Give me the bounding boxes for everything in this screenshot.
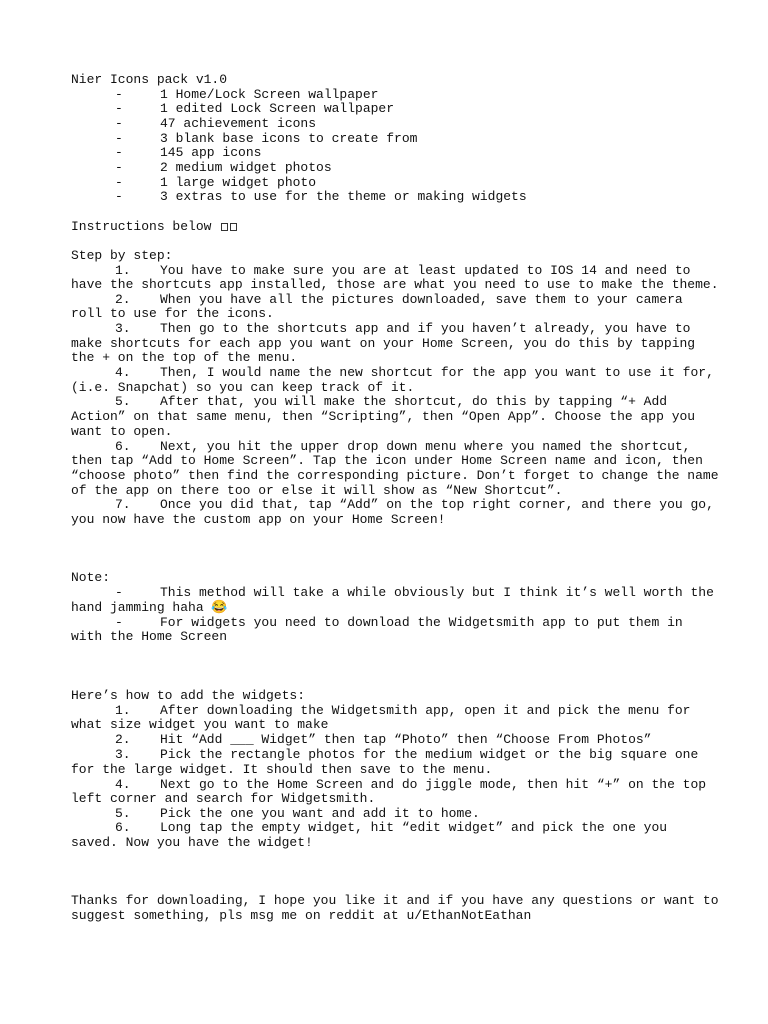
list-item: 3 blank base icons to create from xyxy=(160,131,418,146)
step-text: Next go to the Home Screen and do jiggle mode, then hit “+” on the top xyxy=(160,777,707,792)
list-bullet: - xyxy=(115,101,123,116)
step-text: Then, I would name the new shortcut for the app you want to use it for, xyxy=(160,365,714,380)
list-item: 1 edited Lock Screen wallpaper xyxy=(160,101,395,116)
down-arrow-icon xyxy=(230,223,237,231)
step-number: 5. xyxy=(115,806,131,821)
step-number: 6. xyxy=(115,820,131,835)
list-bullet: - xyxy=(115,145,123,160)
note-item: For widgets you need to download the Widgetsmith app to put them in xyxy=(160,615,683,630)
list-bullet: - xyxy=(115,131,123,146)
step-number: 2. xyxy=(115,292,131,307)
step-text: Once you did that, tap “Add” on the top right corner, and there you go, xyxy=(160,497,714,512)
step-text: Pick the rectangle photos for the medium widget or the big square one xyxy=(160,747,699,762)
step-number: 3. xyxy=(115,747,131,762)
step-text: After that, you will make the shortcut, do this by tapping “+ Add xyxy=(160,394,668,409)
note-item: This method will take a while obviously but I think it’s well worth the xyxy=(160,585,714,600)
list-item: 1 large widget photo xyxy=(160,175,317,190)
step-number: 2. xyxy=(115,732,131,747)
list-item: 2 medium widget photos xyxy=(160,160,332,175)
list-item: 1 Home/Lock Screen wallpaper xyxy=(160,87,379,102)
step-number: 3. xyxy=(115,321,131,336)
step-text: Then go to the shortcuts app and if you haven’t already, you have to xyxy=(160,321,691,336)
step-number: 1. xyxy=(115,263,131,278)
step-text: “choose photo” then find the corresponding picture. Don’t forget to change the name xyxy=(71,468,719,483)
step-text: (i.e. Snapchat) so you can keep track of it. xyxy=(71,380,415,395)
note-item: hand jamming haha 😂 xyxy=(71,600,228,615)
step-number: 4. xyxy=(115,777,131,792)
list-bullet: - xyxy=(115,116,123,131)
list-bullet: - xyxy=(115,615,123,630)
step-text: saved. Now you have the widget! xyxy=(71,835,313,850)
instructions-heading xyxy=(71,220,237,234)
step-text: Long tap the empty widget, hit “edit widget” and pick the one you xyxy=(160,820,668,835)
step-text: Pick the one you want and add it to home. xyxy=(160,806,480,821)
step-text: make shortcuts for each app you want on your Home Screen, you do this by tapping xyxy=(71,336,696,351)
widgets-heading: Here’s how to add the widgets: xyxy=(71,688,306,703)
step-text: left corner and search for Widgetsmith. xyxy=(71,791,376,806)
step-text: You have to make sure you are at least updated to IOS 14 and need to xyxy=(160,263,691,278)
closing-text: suggest something, pls msg me on reddit at u/EthanNotEathan xyxy=(71,908,532,923)
step-text: for the large widget. It should then save to the menu. xyxy=(71,762,493,777)
step-text: When you have all the pictures downloaded, save them to your camera xyxy=(160,292,683,307)
step-text: have the shortcuts app installed, those are what you need to use to make the theme. xyxy=(71,277,719,292)
note-heading: Note: xyxy=(71,570,111,585)
steps-heading: Step by step: xyxy=(71,248,173,263)
step-text: Next, you hit the upper drop down menu where you named the shortcut, xyxy=(160,439,691,454)
list-bullet: - xyxy=(115,87,123,102)
list-bullet: - xyxy=(115,189,123,204)
step-text: Action” on that same menu, then “Scripting”, then “Open App”. Choose the app you xyxy=(71,409,696,424)
list-item: 47 achievement icons xyxy=(160,116,317,131)
closing-text: Thanks for downloading, I hope you like it and if you have any questions or want to xyxy=(71,893,719,908)
note-item: with the Home Screen xyxy=(71,629,228,644)
down-arrow-icon xyxy=(221,223,228,231)
list-item: 145 app icons xyxy=(160,145,262,160)
pack-title: Nier Icons pack v1.0 xyxy=(71,72,228,87)
step-text: roll to use for the icons. xyxy=(71,306,274,321)
step-text: what size widget you want to make xyxy=(71,717,329,732)
step-number: 7. xyxy=(115,497,131,512)
step-text: want to open. xyxy=(71,424,173,439)
step-number: 4. xyxy=(115,365,131,380)
list-bullet: - xyxy=(115,175,123,190)
step-number: 5. xyxy=(115,394,131,409)
step-text: Hit “Add ___ Widget” then tap “Photo” then “Choose From Photos” xyxy=(160,732,652,747)
step-text: the + on the top of the menu. xyxy=(71,350,298,365)
step-text: After downloading the Widgetsmith app, open it and pick the menu for xyxy=(160,703,691,718)
step-text: then tap “Add to Home Screen”. Tap the icon under Home Screen name and icon, then xyxy=(71,453,703,468)
step-text: of the app on there too or else it will show as “New Shortcut”. xyxy=(71,483,563,498)
instructions-heading-text: Instructions below xyxy=(71,219,212,234)
step-number: 1. xyxy=(115,703,131,718)
list-bullet: - xyxy=(115,160,123,175)
step-number: 6. xyxy=(115,439,131,454)
list-bullet: - xyxy=(115,585,123,600)
step-text: you now have the custom app on your Home Screen! xyxy=(71,512,446,527)
list-item: 3 extras to use for the theme or making widgets xyxy=(160,189,527,204)
